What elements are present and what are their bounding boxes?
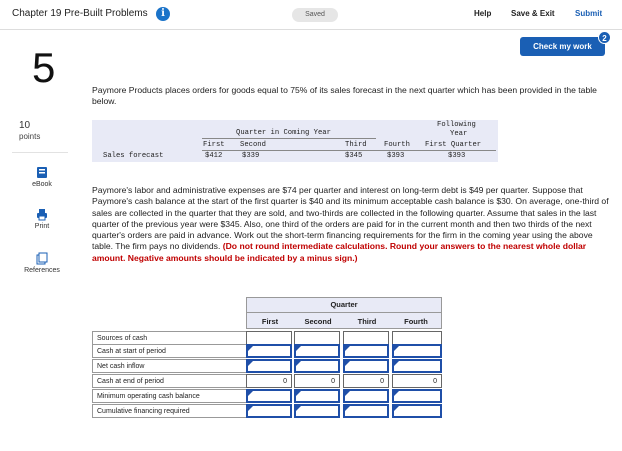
input-marker-icon xyxy=(394,346,399,351)
assignment-title: Chapter 19 Pre-Built Problems xyxy=(12,8,148,19)
cash-start-input-first[interactable] xyxy=(246,344,292,358)
points-label: points xyxy=(19,132,41,141)
forecast-header-rule xyxy=(202,150,496,151)
forecast-col-second: Second xyxy=(240,141,266,149)
submit-link[interactable]: Submit xyxy=(575,9,603,18)
cash-end-cell-fourth: 0 xyxy=(392,374,442,388)
row-net-cash-inflow: Net cash inflow xyxy=(92,359,247,373)
help-link[interactable]: Help xyxy=(474,9,492,18)
ebook-tool[interactable] xyxy=(14,166,70,188)
col-first: First xyxy=(261,317,279,326)
row-min-operating-cash: Minimum operating cash balance xyxy=(92,389,247,403)
forecast-value-third: $345 xyxy=(345,152,363,160)
forecast-col-first: First xyxy=(203,141,225,149)
col-third: Third xyxy=(357,317,377,326)
rounding-instructions: (Do not round intermediate calculations. Round your answers to the nearest whole dollar amount. Negative amounts should be indicated by a minus sign.) xyxy=(92,241,587,263)
sources-cell-third xyxy=(343,331,389,345)
sources-cell-fourth xyxy=(392,331,442,345)
row-cash-end: Cash at end of period xyxy=(92,374,247,388)
input-marker-icon xyxy=(296,346,301,351)
input-marker-icon xyxy=(248,361,253,366)
cum-financing-input-fourth[interactable] xyxy=(392,404,442,418)
check-attempts-badge: 2 xyxy=(598,31,611,44)
forecast-following-l2: Year xyxy=(450,130,468,138)
input-marker-icon xyxy=(248,391,253,396)
sources-cell-first xyxy=(246,331,292,345)
forecast-group-header: Quarter in Coming Year xyxy=(236,129,331,137)
net-inflow-input-third[interactable] xyxy=(343,359,389,373)
check-my-work-button[interactable]: Check my work xyxy=(520,37,605,56)
cash-end-cell-third: 0 xyxy=(343,374,389,388)
input-marker-icon xyxy=(394,391,399,396)
net-inflow-input-first[interactable] xyxy=(246,359,292,373)
min-cash-input-third[interactable] xyxy=(343,389,389,403)
sales-forecast-table xyxy=(92,120,498,162)
input-marker-icon xyxy=(345,346,350,351)
problem-intro: Paymore Products places orders for goods equal to 75% of its sales forecast in the next quarter which has been provided in the table below. xyxy=(92,85,597,107)
forecast-row-label: Sales forecast xyxy=(103,152,164,160)
cash-end-cell-first: 0 xyxy=(246,374,292,388)
print-icon xyxy=(36,208,48,221)
forecast-col-fourth: Fourth xyxy=(384,141,410,149)
net-inflow-input-fourth[interactable] xyxy=(392,359,442,373)
col-fourth: Fourth xyxy=(404,317,428,326)
input-marker-icon xyxy=(296,361,301,366)
forecast-col-third: Third xyxy=(345,141,367,149)
net-inflow-input-second[interactable] xyxy=(294,359,340,373)
forecast-value-second: $339 xyxy=(242,152,260,160)
min-cash-input-fourth[interactable] xyxy=(392,389,442,403)
input-marker-icon xyxy=(296,391,301,396)
input-marker-icon xyxy=(345,361,350,366)
references-tool[interactable] xyxy=(14,252,70,274)
forecast-value-following: $393 xyxy=(448,152,466,160)
cash-start-input-third[interactable] xyxy=(343,344,389,358)
cum-financing-input-second[interactable] xyxy=(294,404,340,418)
save-exit-link[interactable]: Save & Exit xyxy=(511,9,555,18)
row-cash-start: Cash at start of period xyxy=(92,344,247,358)
cash-start-input-fourth[interactable] xyxy=(392,344,442,358)
cum-financing-input-first[interactable] xyxy=(246,404,292,418)
cash-table-group-header: Quarter xyxy=(330,300,358,309)
row-cumulative-financing: Cumulative financing required xyxy=(92,404,247,418)
forecast-col-first-quarter: First Quarter xyxy=(425,141,482,149)
input-marker-icon xyxy=(394,361,399,366)
ebook-icon xyxy=(36,166,48,179)
forecast-following-l1: Following xyxy=(437,121,476,129)
cum-financing-input-third[interactable] xyxy=(343,404,389,418)
input-marker-icon xyxy=(394,406,399,411)
saved-status-badge: Saved xyxy=(292,8,338,22)
forecast-value-first: $412 xyxy=(205,152,223,160)
forecast-group-rule xyxy=(202,138,376,139)
min-cash-input-first[interactable] xyxy=(246,389,292,403)
info-icon[interactable]: i xyxy=(156,7,170,21)
input-marker-icon xyxy=(248,346,253,351)
question-number: 5 xyxy=(32,44,56,91)
input-marker-icon xyxy=(345,406,350,411)
cash-start-input-second[interactable] xyxy=(294,344,340,358)
cash-end-cell-second: 0 xyxy=(294,374,340,388)
forecast-value-fourth: $393 xyxy=(387,152,405,160)
ebook-label: eBook xyxy=(32,181,52,188)
top-bar xyxy=(0,0,622,30)
print-label: Print xyxy=(34,223,50,230)
sources-cell-second xyxy=(294,331,340,345)
min-cash-input-second[interactable] xyxy=(294,389,340,403)
references-icon xyxy=(36,252,48,265)
input-marker-icon xyxy=(296,406,301,411)
references-label: References xyxy=(24,267,60,274)
points-value: 10 xyxy=(19,120,31,131)
input-marker-icon xyxy=(345,391,350,396)
problem-details xyxy=(92,185,612,264)
input-marker-icon xyxy=(248,406,253,411)
cash-header-rule xyxy=(246,312,442,313)
problem-details-text: Paymore's labor and administrative expenses are $74 per quarter and interest on long-term debt is $49 per quarter. Suppose that Paymore's cash balance at the start of the first quarter is $40 and its minimum acceptable cash balance is $30. On average, one-third of sales are collected in the quarter that they are sold, and two-thirds are collected in the following quarter. Assume that sales in the last quarter of the previous year were $345. Also, one third of the orders are paid for in the current month and then two thirds of the next quarter's orders are paid in advance. Work out the short-term financing requirements for the firm in the coming year using the above table. The firm pays no dividends. xyxy=(92,185,609,252)
sidebar-divider xyxy=(12,152,68,153)
row-sources-of-cash: Sources of cash xyxy=(92,331,247,345)
col-second: Second xyxy=(304,317,332,326)
print-tool[interactable] xyxy=(14,208,70,230)
